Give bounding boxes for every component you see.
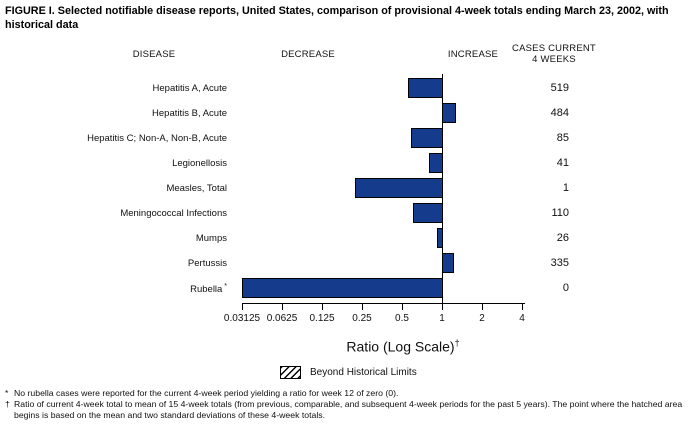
x-axis-tick-label: 4 bbox=[519, 313, 525, 324]
disease-label: Mumps bbox=[195, 233, 227, 244]
x-axis-tick-label: 1 bbox=[439, 313, 445, 324]
disease-label: Legionellosis bbox=[172, 158, 227, 169]
footnote-ratio-definition bbox=[5, 399, 685, 421]
ratio-bar bbox=[242, 278, 443, 298]
column-header-increase: INCREASE bbox=[447, 49, 499, 60]
column-header-disease: DISEASE bbox=[132, 49, 176, 60]
cases-current-value: 26 bbox=[556, 232, 569, 244]
beyond-historical-limits-hatched-swatch bbox=[280, 366, 301, 379]
ratio-bar bbox=[411, 128, 443, 148]
rubella-asterisk-marker: * bbox=[222, 283, 227, 290]
cases-current-value: 484 bbox=[550, 107, 569, 119]
column-header-cases-line1: CASES CURRENT bbox=[512, 43, 596, 54]
x-axis-tick-label: 0.25 bbox=[352, 313, 372, 324]
x-axis-tick-label: 0.03125 bbox=[223, 313, 261, 324]
footnote-marker-dagger: † bbox=[5, 399, 10, 409]
footnote-text-ratio-definition: Ratio of current 4-week total to mean of 15 4-week totals (from previous, comparable, and subsequent 4-week periods for the past 5 years). The point where the hatched area begins is based on the mean and two standard deviations of these 4-week totals. bbox=[14, 399, 683, 420]
disease-label: Hepatitis C; Non-A, Non-B, Acute bbox=[87, 133, 227, 144]
x-axis-title-text: Ratio (Log Scale) bbox=[346, 338, 455, 355]
x-axis-tick-label: 0.5 bbox=[395, 313, 409, 324]
x-axis-tick bbox=[482, 304, 483, 310]
cases-current-value: 335 bbox=[550, 257, 569, 269]
ratio-bar bbox=[429, 153, 443, 173]
x-axis-tick bbox=[522, 304, 523, 310]
x-axis-tick-label: 0.0625 bbox=[266, 313, 298, 324]
x-axis-tick bbox=[242, 304, 243, 310]
footnote-rubella bbox=[5, 388, 685, 399]
x-axis-tick bbox=[442, 304, 443, 310]
legend-label: Beyond Historical Limits bbox=[310, 367, 417, 378]
column-header-cases-line2: 4 WEEKS bbox=[532, 54, 576, 65]
disease-label: Measles, Total bbox=[166, 183, 227, 194]
ratio-bar bbox=[442, 103, 456, 123]
x-axis-tick bbox=[322, 304, 323, 310]
footnote-marker-asterisk: * bbox=[5, 388, 9, 398]
legend bbox=[280, 366, 417, 379]
ratio-bar bbox=[413, 203, 443, 223]
footnotes bbox=[5, 388, 685, 421]
x-axis-tick-label: 0.125 bbox=[309, 313, 335, 324]
disease-label: Meningococcal Infections bbox=[120, 208, 227, 219]
cases-current-value: 110 bbox=[551, 207, 569, 219]
cases-current-value: 519 bbox=[550, 82, 569, 94]
x-axis-title-dagger: † bbox=[454, 338, 460, 348]
x-axis-tick bbox=[402, 304, 403, 310]
ratio-bar bbox=[442, 253, 454, 273]
cases-current-value: 1 bbox=[562, 182, 569, 194]
ratio-bar bbox=[437, 228, 443, 248]
cases-current-value: 41 bbox=[556, 157, 569, 169]
disease-label: Rubella * bbox=[190, 283, 227, 296]
x-axis-tick bbox=[362, 304, 363, 310]
disease-label: Hepatitis B, Acute bbox=[152, 108, 227, 119]
disease-label: Hepatitis A, Acute bbox=[152, 83, 227, 94]
disease-label: Pertussis bbox=[187, 258, 227, 269]
ratio-bar bbox=[408, 78, 443, 98]
column-header-decrease: DECREASE bbox=[281, 49, 335, 60]
x-axis-title bbox=[253, 338, 553, 355]
x-axis-tick-label: 2 bbox=[479, 313, 485, 324]
cases-current-value: 85 bbox=[556, 132, 569, 144]
ratio-bar bbox=[355, 178, 443, 198]
footnote-text-rubella: No rubella cases were reported for the current 4-week period yielding a ratio for week 12 of zero (0). bbox=[14, 388, 399, 398]
cases-current-value: 0 bbox=[562, 282, 569, 294]
figure-title: FIGURE I. Selected notifiable disease reports, United States, comparison of provisional 4-week totals ending March 23, 2002, with historical data bbox=[5, 5, 669, 31]
x-axis-tick bbox=[282, 304, 283, 310]
